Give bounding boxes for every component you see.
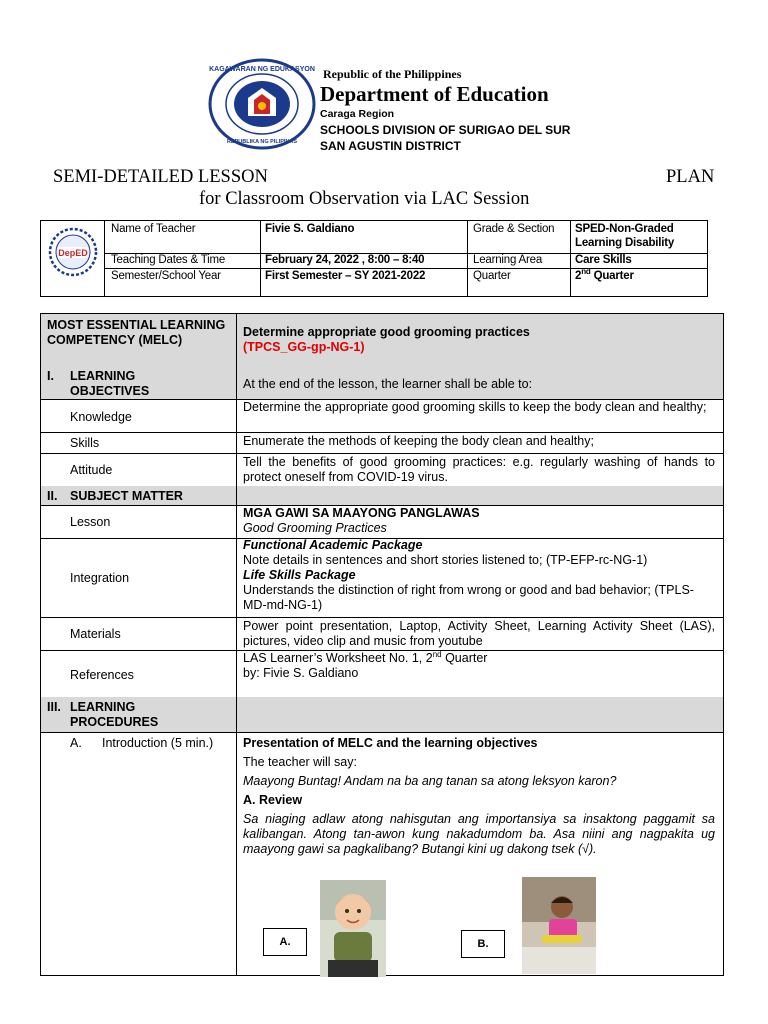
semester-label: Semester/School Year — [111, 270, 221, 282]
attitude-text: Tell the benefits of good grooming practices: e.g. regularly washing of hands to protect oneself from COVID-19 virus. — [243, 455, 715, 484]
melc-value: Determine appropriate good grooming practices (TPCS_GG-gp-NG-1) — [243, 325, 530, 354]
skills-label: Skills — [70, 436, 100, 450]
integration-label: Integration — [70, 571, 130, 585]
header-district: SAN AGUSTIN DISTRICT — [320, 139, 461, 153]
grade-value: SPED-Non-Graded Learning Disability — [575, 223, 675, 249]
photo-child-a — [320, 880, 386, 977]
teacher-info-table — [40, 220, 708, 297]
review-text: Sa niaging adlaw atong nahisgutan ang importansiya sa insaktong paggamit sa kalibangan. Atong tan-awon kung nakadumdom ba. Asa niini ang nagpakita ug maayong gawi sa pagkalibang? Butangi kini ug dakong tsek (√). — [243, 812, 715, 856]
doc-title-line2: for Classroom Observation via LAC Session — [199, 189, 530, 209]
references-text: LAS Learner’s Worksheet No. 1, 2nd Quarter by: Fivie S. Galdiano — [243, 649, 488, 680]
lesson-value: MGA GAWI SA MAAYONG PANGLAWAS Good Grooming Practices — [243, 506, 480, 535]
header-division: SCHOOLS DIVISION OF SURIGAO DEL SUR — [320, 123, 571, 137]
deped-logo-text: DepED — [58, 248, 88, 258]
teacher-value: Fivie S. Galdiano — [265, 223, 355, 235]
knowledge-text: Determine the appropriate good grooming skills to keep the body clean and healthy; — [243, 400, 707, 414]
review-heading: A. Review — [243, 793, 303, 807]
deped-logo — [48, 227, 98, 277]
deped-seal-logo — [208, 58, 316, 150]
seal-top-text: KAGAWARAN NG EDUKASYON — [209, 66, 315, 73]
intro-label: Introduction (5 min.) — [102, 736, 214, 750]
greeting-text: Maayong Buntag! Andam na ba ang tanan sa atong leksyon karon? — [243, 774, 617, 788]
choice-a-box[interactable]: A. — [263, 928, 307, 956]
teacher-label: Name of Teacher — [111, 223, 196, 235]
area-value: Care Skills — [575, 254, 632, 266]
header-region: Caraga Region — [320, 108, 395, 120]
grade-label: Grade & Section — [473, 223, 555, 235]
objectives-label: LEARNING OBJECTIVES — [70, 369, 150, 398]
skills-text: Enumerate the methods of keeping the body clean and healthy; — [243, 434, 594, 448]
quarter-label: Quarter — [473, 270, 511, 282]
area-label: Learning Area — [473, 254, 543, 266]
knowledge-label: Knowledge — [70, 410, 132, 424]
choice-b-box[interactable]: B. — [461, 930, 505, 958]
attitude-label: Attitude — [70, 463, 113, 477]
header-republic: Republic of the Philippines — [323, 67, 462, 81]
materials-label: Materials — [70, 627, 121, 641]
objectives-intro: At the end of the lesson, the learner shall be able to: — [243, 377, 533, 391]
header-department: Department of Education — [320, 82, 549, 106]
dates-label: Teaching Dates & Time — [111, 254, 226, 266]
teacher-say: The teacher will say: — [243, 755, 357, 769]
dates-value: February 24, 2022 , 8:00 – 8:40 — [265, 254, 425, 266]
materials-text: Power point presentation, Laptop, Activity Sheet, Learning Activity Sheet (LAS), pictures, video clip and music from youtube — [243, 619, 715, 648]
semester-value: First Semester – SY 2021-2022 — [265, 270, 426, 282]
doc-title-line1: SEMI-DETAILED LESSON — [53, 167, 268, 187]
doc-title-line1-right: PLAN — [666, 167, 715, 187]
references-label: References — [70, 668, 134, 682]
objectives-num: I. — [47, 369, 54, 383]
melc-label: MOST ESSENTIAL LEARNING COMPETENCY (MELC) — [47, 318, 226, 347]
subject-label: SUBJECT MATTER — [70, 489, 183, 503]
presentation-heading: Presentation of MELC and the learning objectives — [243, 736, 538, 750]
procedures-num: III. — [47, 700, 61, 714]
lesson-plan-table — [40, 313, 724, 976]
lesson-label: Lesson — [70, 515, 111, 529]
quarter-value: 2nd Quarter — [575, 267, 634, 282]
integration-value: Functional Academic Package Note details in sentences and short stories listened to; (TP-EFP-rc-NG-1) Life Skills Package Understands the distinction of right from wrong or good and bad behavior; (TPLS-MD-md-NG-1) — [243, 538, 694, 612]
seal-bottom-text: REPUBLIKA NG PILIPINAS — [226, 139, 298, 145]
subject-num: II. — [47, 489, 58, 503]
photo-child-b — [522, 877, 596, 974]
procedures-label: LEARNING PROCEDURES — [70, 700, 159, 729]
intro-letter: A. — [70, 736, 82, 750]
